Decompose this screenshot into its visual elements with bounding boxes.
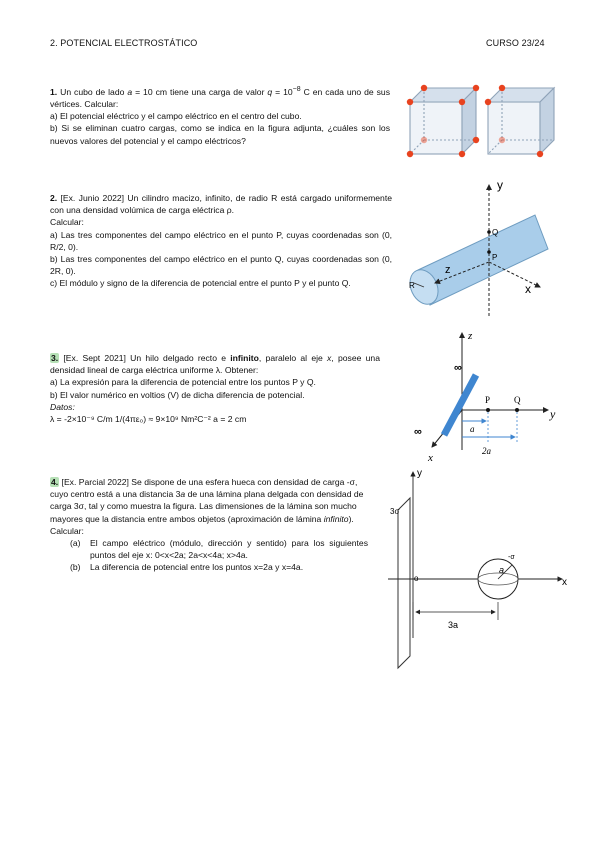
- problem-3-intro: 3. [Ex. Sept 2021] Un hilo delgado recto e infinito, paralelo al eje x, posee una densidad lineal de carga eléctrica uniforme λ. Obtener:: [50, 353, 380, 376]
- problem-1: [50, 84, 390, 147]
- problem-number: 1.: [50, 86, 58, 97]
- problem-2-calc: Calcular:: [50, 217, 84, 228]
- radius-label: a: [499, 565, 505, 575]
- sheet-charge-label: 3σ: [390, 507, 400, 516]
- problem-2-intro: 2. [Ex. Junio 2022] Un cilindro macizo, infinito, de radio R está cargado uniformemente con una densidad volúmica de carga eléctrica ρ.: [50, 193, 392, 216]
- infinity-top: ∞: [454, 362, 462, 374]
- point-p-label: P: [485, 395, 491, 405]
- problem-2-item-a: a) Las tres componentes del campo eléctrico en el punto P, cuyas coordenadas son (0, R/2, 0).: [50, 229, 392, 252]
- label-r: R: [409, 281, 415, 290]
- problem-4-item-b: (b) La diferencia de potencial entre los puntos x=2a y x=4a.: [70, 562, 304, 573]
- problem-2-item-c: c) El módulo y signo de la diferencia de potencial entre el punto P y el punto Q.: [50, 278, 351, 289]
- problem-1-item-a: a) El potencial eléctrico y el campo eléctrico en el centro del cubo.: [50, 111, 302, 122]
- axis-y-label: y: [497, 178, 503, 192]
- problem-4-item-a: (a) El campo eléctrico (módulo, dirección y sentido) para los siguientes puntos del eje x: 0<x<2a; 2a<x<4a; x>4a.: [70, 538, 368, 561]
- point-q-label: Q: [514, 395, 521, 405]
- problem-1-item-b: b) Si se eliminan cuatro cargas, como se indica en la figura adjunta, ¿cuáles son los nuevos valores del potencial y el campo eléctricos?: [50, 123, 390, 146]
- distance-label: 3a: [448, 620, 459, 630]
- problem-3: [50, 352, 380, 425]
- axis-x-label: x: [525, 282, 531, 296]
- point-p-label: P: [492, 253, 498, 262]
- cubes-figure: [400, 74, 570, 160]
- axis-x-label: x: [428, 452, 433, 464]
- infinity-bottom: ∞: [414, 426, 422, 438]
- problem-3-item-a: a) La expresión para la diferencia de potencial entre los puntos P y Q.: [50, 377, 316, 388]
- problem-4-calc: Calcular:: [50, 525, 84, 536]
- problem-number: 4.: [51, 477, 59, 487]
- problem-number: 3.: [51, 353, 59, 363]
- dimension-a: a: [470, 424, 475, 434]
- axis-y-label: y: [417, 468, 422, 479]
- axis-z-label: z: [468, 330, 473, 342]
- problem-3-data-line: λ = -2×10⁻⁹ C/m 1/(4πε₀) ≈ 9×10⁹ Nm²C⁻² a = 2 cm: [50, 414, 247, 425]
- cylinder-figure: [400, 175, 560, 323]
- problem-4-intro: 4. [Ex. Parcial 2022] Se dispone de una esfera hueca con densidad de carga -σ, cuyo centro está a una distancia 3a de una lámina plana delgada con densidad de carga 3σ, tal y como muestra la figura. Las dimensiones de la lámina son mucho mayores que la distancia entre ambos objetos (aproximación de lámina infinito).: [50, 477, 364, 524]
- axis-x-label: x: [562, 577, 567, 588]
- problem-number: 2.: [50, 193, 58, 203]
- header-right: CURSO 23/24: [486, 38, 545, 48]
- axis-y-label: y: [550, 407, 556, 421]
- problem-2: [50, 192, 392, 290]
- axis-z-label: z: [445, 264, 451, 276]
- point-q-label: Q: [492, 228, 499, 237]
- wire-figure: [410, 325, 560, 465]
- header-left: 2. POTENCIAL ELECTROSTÁTICO: [50, 38, 198, 48]
- problem-2-item-b: b) Las tres componentes del campo eléctrico en el punto Q, cuyas coordenadas son (0, 2R, 0).: [50, 254, 392, 277]
- cube-right: [488, 88, 554, 154]
- problem-1-intro: 1. Un cubo de lado a = 10 cm tiene una carga de valor $q = 10^{-8}$ C en cada uno de sus vértices. Calcular:: [50, 86, 390, 110]
- problem-4: [50, 476, 368, 574]
- sphere-charge-label: -σ: [508, 554, 515, 561]
- cube-left: [410, 88, 476, 154]
- dimension-2a: 2a: [482, 446, 491, 456]
- origin-label: o: [414, 574, 419, 583]
- problem-3-item-b: b) El valor numérico en voltios (V) de dicha diferencia de potencial.: [50, 389, 305, 400]
- sheet-sphere-figure: [380, 462, 570, 674]
- charged-sheet: [398, 498, 410, 668]
- problem-3-datos: Datos:: [50, 401, 75, 412]
